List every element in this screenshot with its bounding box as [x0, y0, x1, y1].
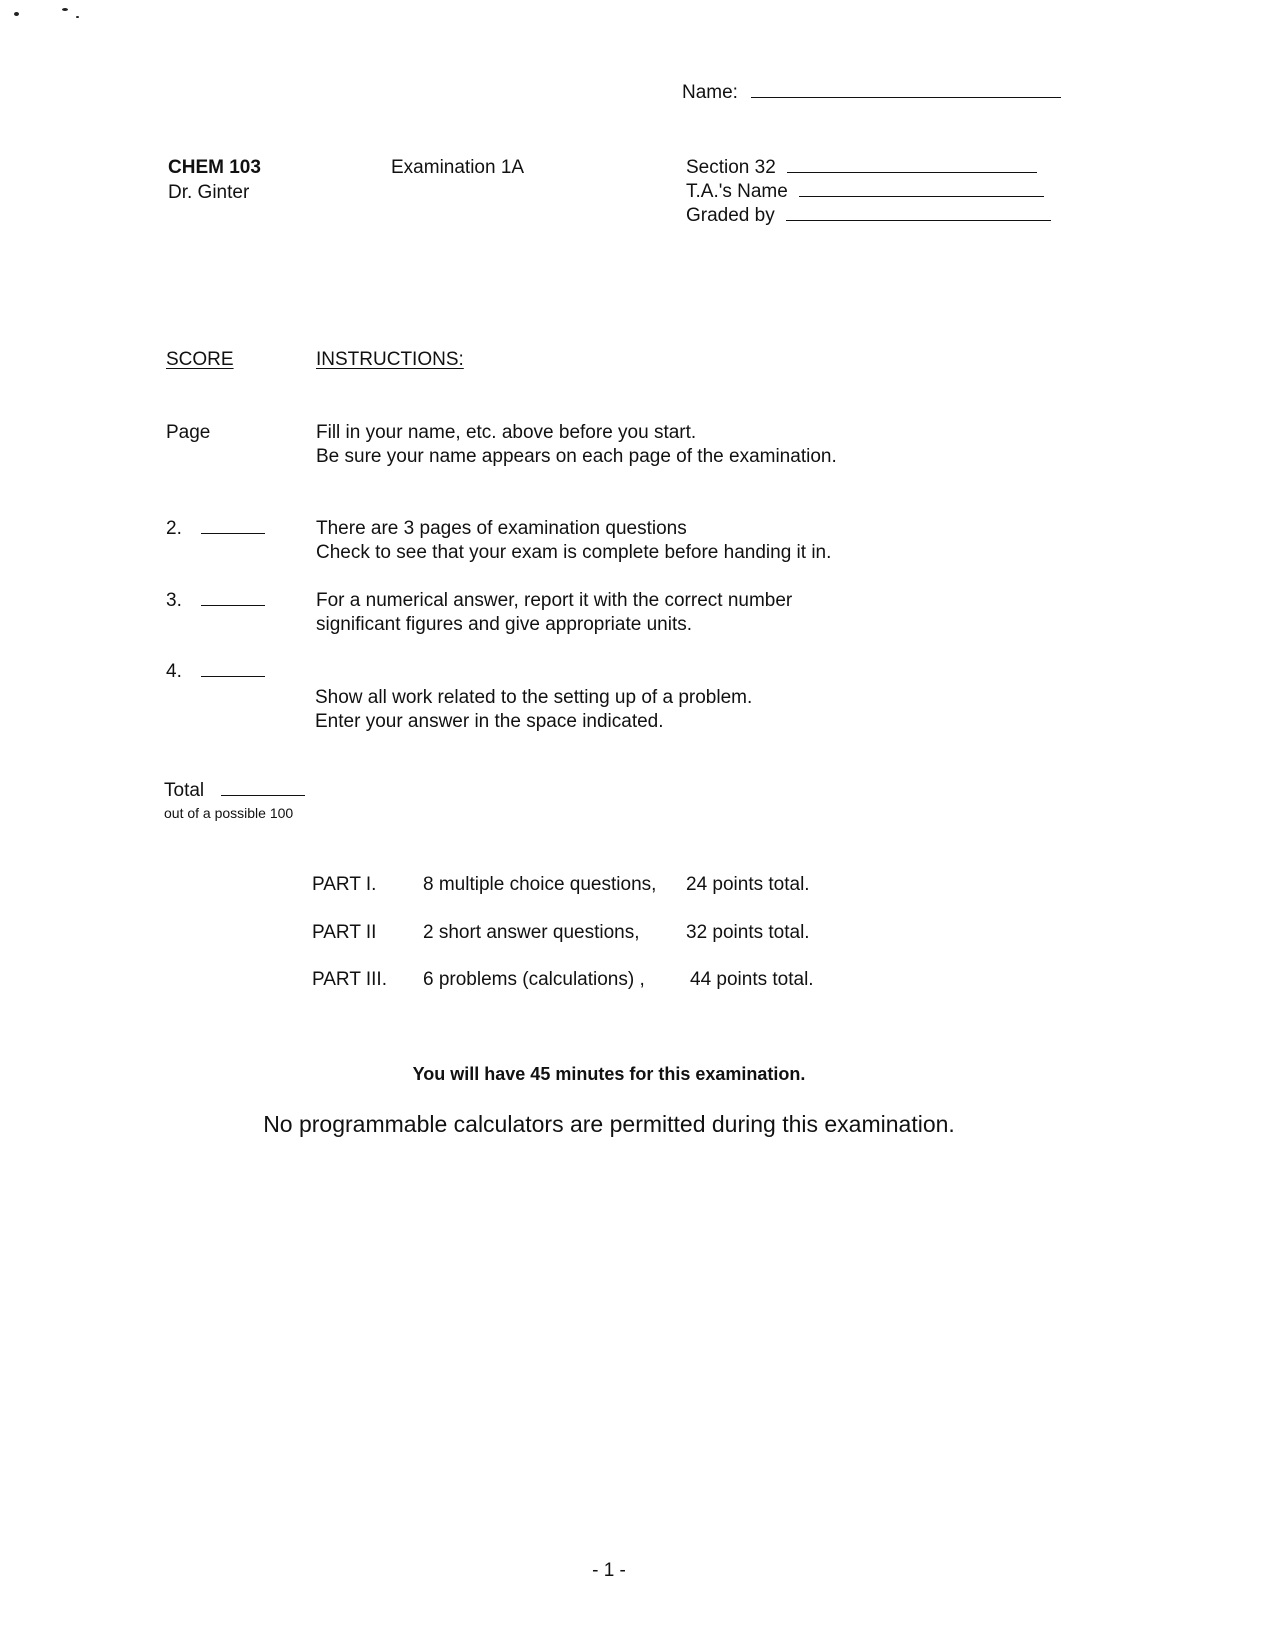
instruction-line: Enter your answer in the space indicated.	[315, 711, 664, 732]
instruction-line: significant figures and give appropriate units.	[316, 614, 693, 635]
calculator-notice: No programmable calculators are permitted during this examination.	[263, 1111, 955, 1137]
instruction-line: Fill in your name, etc. above before you start.	[316, 422, 697, 443]
part-description: 2 short answer questions,	[423, 922, 640, 943]
graded-by-label: Graded by	[686, 205, 775, 226]
score-row	[166, 661, 265, 683]
instruction-line: Check to see that your exam is complete before handing it in.	[316, 542, 832, 563]
instruction-line: For a numerical answer, report it with the correct number	[316, 590, 793, 611]
instructions-heading: INSTRUCTIONS:	[316, 349, 464, 370]
score-page-label: Page	[166, 422, 211, 443]
score-total	[164, 780, 305, 802]
part-label: PART III.	[312, 969, 387, 990]
score-row	[166, 518, 265, 540]
graded-by-blank[interactable]	[786, 219, 1051, 221]
score-total-blank[interactable]	[221, 794, 305, 796]
instruction-line: Show all work related to the setting up of a problem.	[315, 687, 753, 708]
name-field	[682, 82, 1061, 104]
section-blank[interactable]	[787, 171, 1037, 173]
ta-label: T.A.'s Name	[686, 181, 788, 202]
score-total-note: out of a possible 100	[164, 805, 294, 821]
part-points: 44 points total.	[690, 969, 814, 990]
score-row-blank[interactable]	[201, 604, 265, 606]
instruction-line: There are 3 pages of examination questions	[316, 518, 687, 539]
section-label: Section 32	[686, 157, 776, 178]
exam-title: Examination 1A	[391, 157, 525, 178]
ta-blank[interactable]	[799, 195, 1044, 197]
score-row	[166, 590, 265, 612]
score-row-blank[interactable]	[201, 675, 265, 677]
page-number: - 1 -	[592, 1560, 626, 1581]
time-limit-notice: You will have 45 minutes for this examination.	[412, 1064, 806, 1084]
part-description: 8 multiple choice questions,	[423, 874, 657, 895]
score-row-number: 2.	[166, 518, 182, 539]
score-heading: SCORE	[166, 349, 234, 370]
course-code: CHEM 103	[168, 157, 261, 178]
score-row-number: 4.	[166, 661, 182, 682]
name-label: Name:	[682, 82, 738, 103]
score-total-label: Total	[164, 780, 205, 801]
part-points: 24 points total.	[686, 874, 810, 895]
part-points: 32 points total.	[686, 922, 810, 943]
scan-speck	[14, 12, 19, 16]
scan-speck	[62, 8, 68, 11]
section-field	[686, 157, 1037, 179]
instruction-line: Be sure your name appears on each page of the examination.	[316, 446, 837, 467]
score-row-number: 3.	[166, 590, 182, 611]
score-row-blank[interactable]	[201, 532, 265, 534]
name-blank[interactable]	[751, 96, 1061, 98]
graded-by-field	[686, 205, 1051, 227]
ta-field	[686, 181, 1044, 203]
part-description: 6 problems (calculations) ,	[423, 969, 645, 990]
instructor-name: Dr. Ginter	[168, 182, 250, 203]
part-label: PART I.	[312, 874, 377, 895]
part-label: PART II	[312, 922, 377, 943]
scan-speck	[76, 16, 79, 18]
